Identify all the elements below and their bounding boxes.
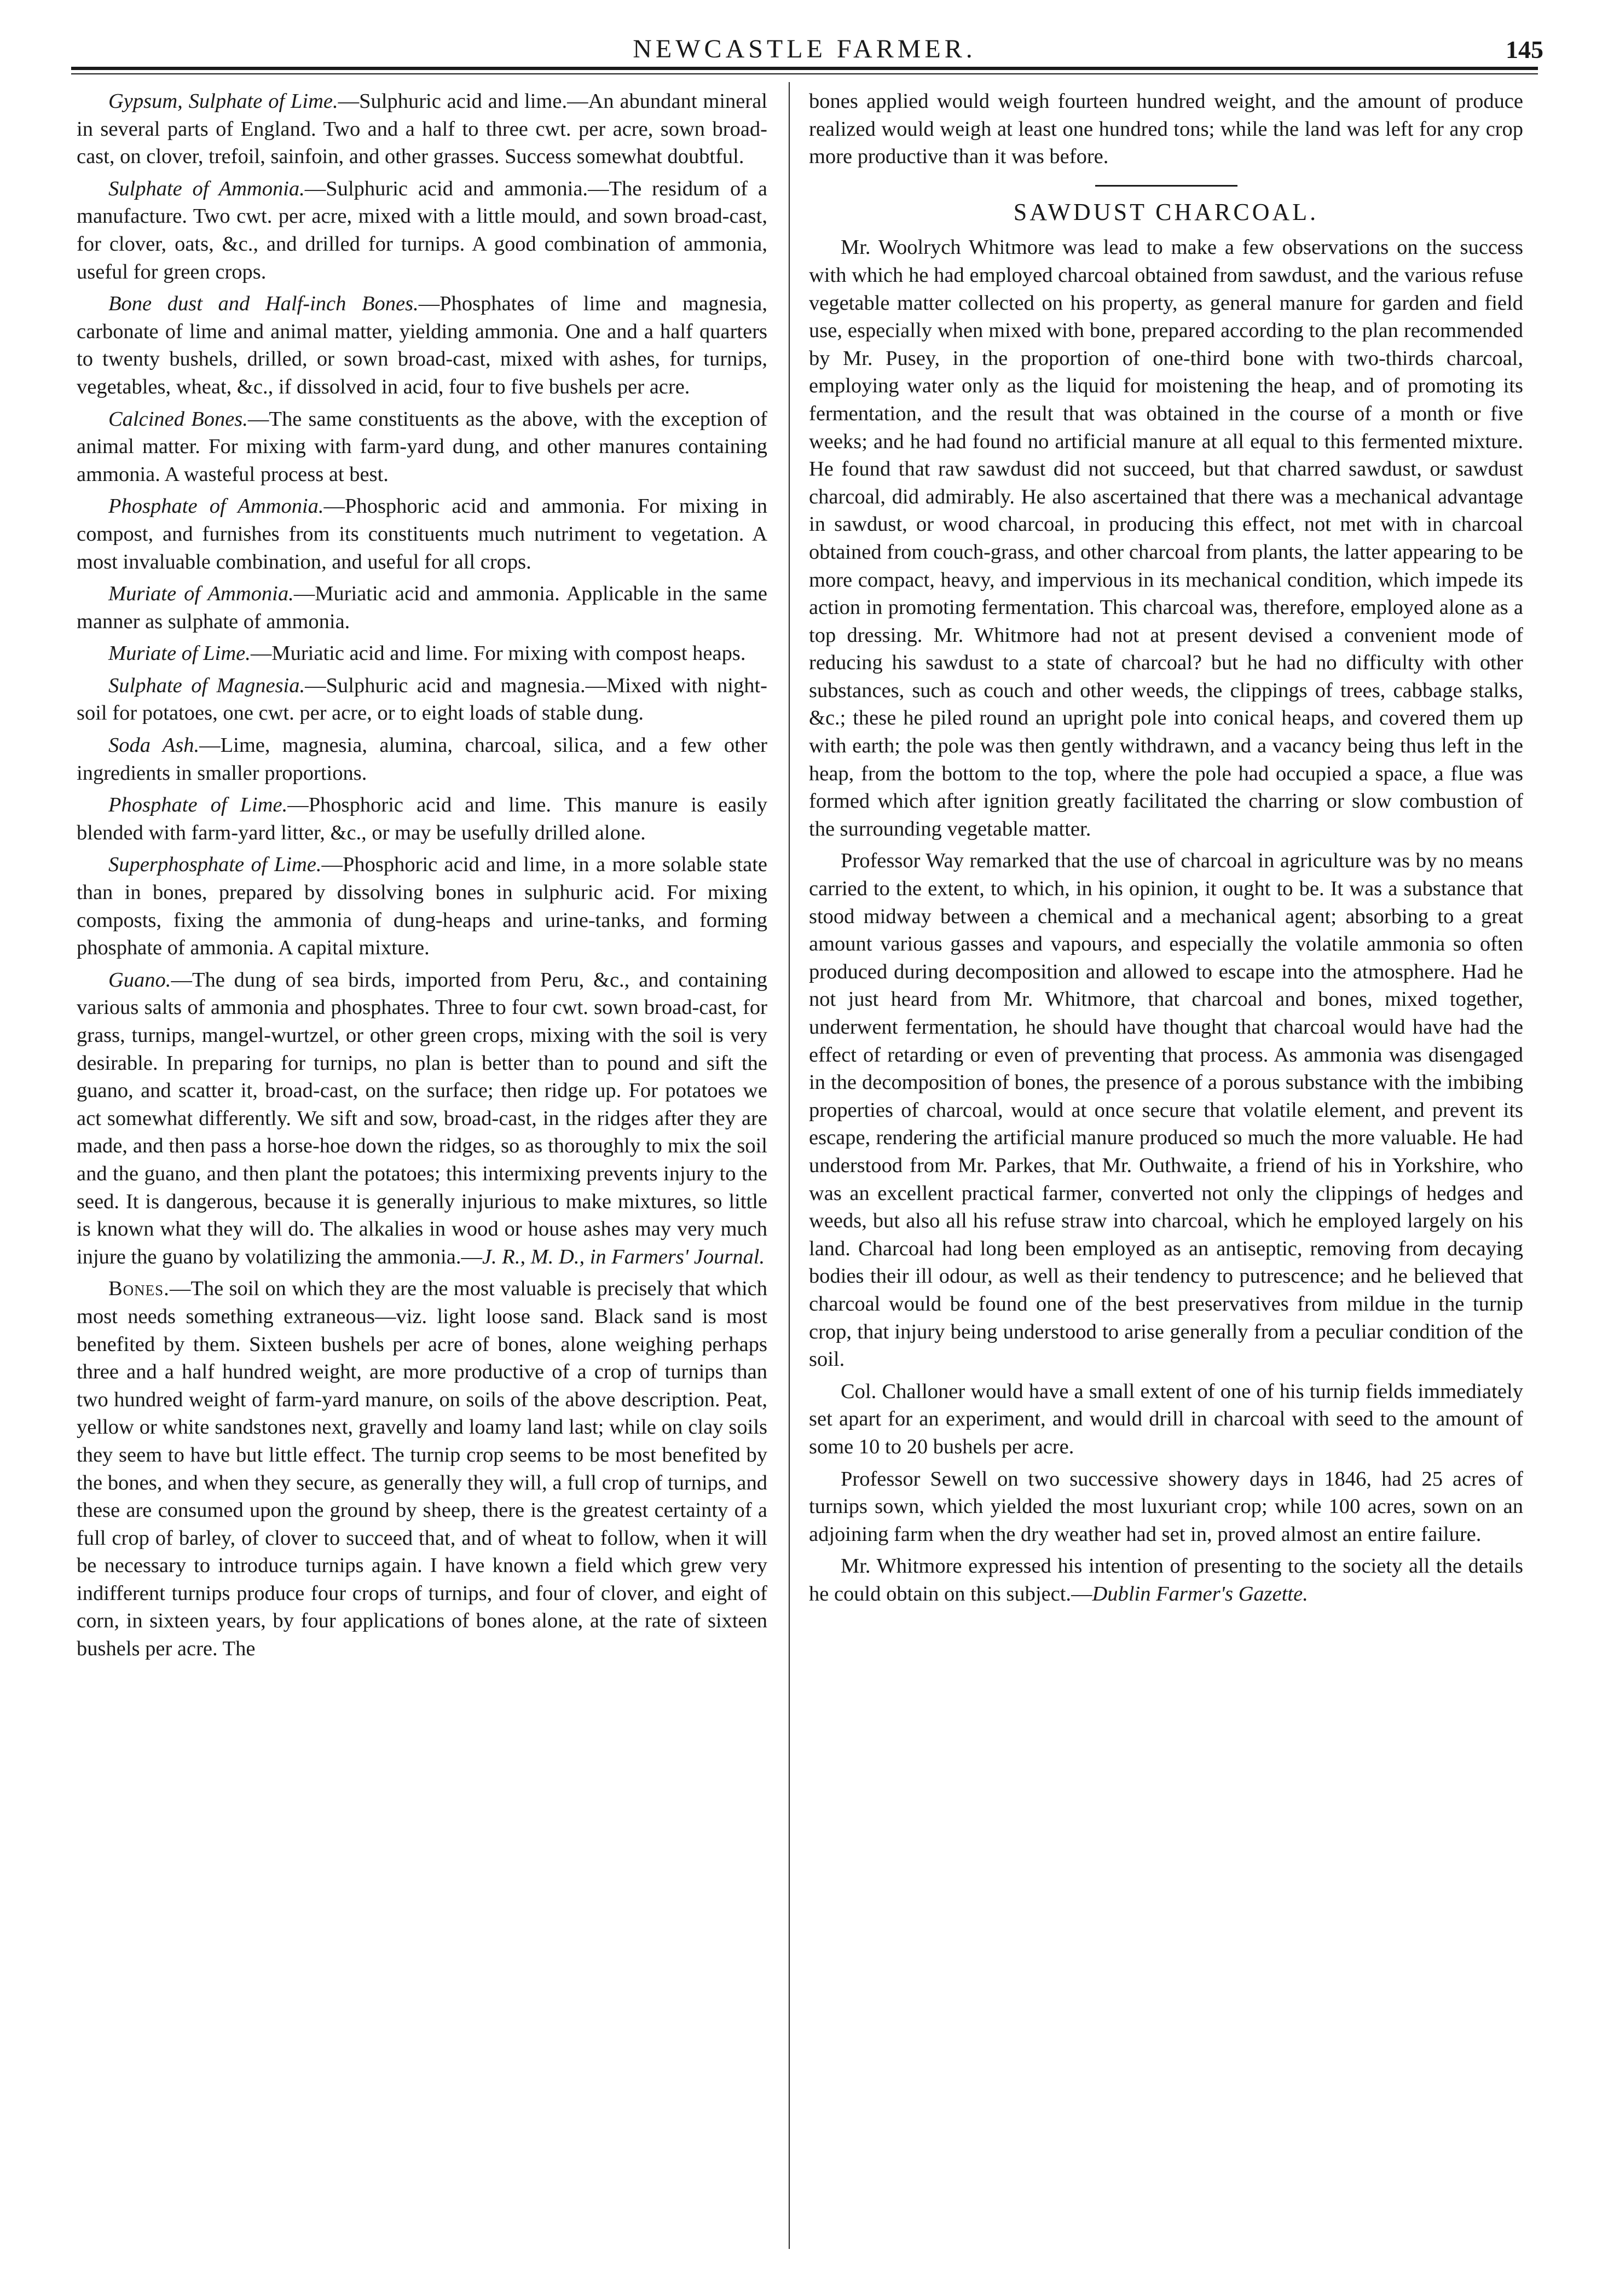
page-header: [66, 28, 1543, 78]
section-rule: [1095, 185, 1237, 187]
entry-term: Muriate of Ammonia.: [108, 582, 294, 606]
entry-source: J. R., M. D., in Farmers' Journal.: [482, 1245, 765, 1268]
entry-guano: [77, 966, 767, 1271]
entry-text: —Lime, magnesia, alumina, charcoal, silica, and a few other ingredients in smaller proportions.: [77, 734, 767, 785]
entry-bones: [77, 1275, 767, 1662]
entry-text: —Muriatic acid and lime. For mixing with compost heaps.: [250, 642, 746, 665]
left-column: [77, 88, 767, 2271]
paragraph-way: Professor Way remarked that the use of charcoal in agriculture was by no means carried to the extent, to which, in his opinion, it ought to be. It was a substance that stood midway between a chemical and a mechanical agent; absorbing to a great amount various gasses and vapours, and especially the volatile ammonia so often produced during decomposition and allowed to escape into the atmosphere. Had he not just heard from Mr. Whitmore, that charcoal and bones, mixed together, underwent fermentation, he should have thought that charcoal would have had the effect of retarding or even of preventing that process. As ammonia was disengaged in the decomposition of bones, the presence of a porous substance with the imbibing properties of charcoal, would at once secure that volatile element, and prevent its escape, rendering the artificial manure produced so much the more valuable. He had understood from Mr. Parkes, that Mr. Outhwaite, a friend of his in Yorkshire, who was an excellent practical farmer, converted not only the clippings of hedges and weeds, but also all his refuse straw into charcoal, which he employed largely on his land. Charcoal had long been employed as an antiseptic, removing from decaying bodies their ill odour, as well as their tendency to putrescence; and he believed that charcoal would be found one of the best preservatives from mildue in the turnip crop, that injury being understood to arise generally from a peculiar condition of the soil.: [809, 849, 1523, 1371]
column-divider: [789, 82, 790, 2249]
entry-text: —Phosphates of lime and magnesia, carbonate of lime and animal matter, yielding ammonia. One and a half quarters to twenty bushels, drilled, or sown broad-cast, mixed with ashes, for turnips, vegetables, wheat, &c., if dissolved in acid, four to five bushels per acre.: [77, 292, 767, 398]
entry-sulphate-magnesia: [77, 672, 767, 727]
entry-text: —Phosphoric acid and ammonia. For mixing in compost, and furnishes from its constituents much nutriment to vegetation. A most invaluable combination, and useful for all crops.: [77, 495, 767, 573]
entry-term: Bones.: [108, 1277, 170, 1301]
entry-gypsum: [77, 88, 767, 171]
entry-term: Soda Ash.: [108, 734, 200, 757]
entry-muriate-ammonia: [77, 580, 767, 635]
page-number: 145: [1506, 36, 1543, 63]
entry-superphosphate: [77, 851, 767, 961]
header-rule-thick: [71, 67, 1538, 70]
publication-title: NEWCASTLE FARMER.: [633, 34, 976, 63]
paragraph-whitmore-closing: [809, 1552, 1523, 1608]
bones-continuation: bones applied would weigh fourteen hundred weight, and the amount of produce realized would weigh at least one hundred tons; while the land was left for any crop more productive than it was before.: [809, 90, 1523, 169]
paragraph-text: Mr. Whitmore expressed his intention of presenting to the society all the details he could obtain on this subject.—: [809, 1555, 1523, 1605]
entry-term: Superphosphate of Lime.: [108, 853, 322, 877]
entry-bone-dust: [77, 290, 767, 401]
entry-phosphate-lime: [77, 791, 767, 846]
paragraph-whitmore: Mr. Woolrych Whitmore was lead to make a few observations on the success with which he had employed charcoal obtained from sawdust, and the various refuse vegetable matter collected on his property, as general manure for garden and field use, especially when mixed with bone, prepared according to the plan recommended by Mr. Pusey, in the proportion of one-third bone with two-thirds charcoal, employing water only as the liquid for moistening the heap, and of promoting its fermentation, and the result that was obtained in the course of a month or five weeks; and he had found no artificial manure at all equal to this fermented mixture. He found that raw sawdust did not succeed, but that charred sawdust, or sawdust charcoal, did admirably. He also ascertained that there was a mechanical advantage in sawdust, or wood charcoal, in producing this effect, not met with in charcoal obtained from couch-grass, and other charcoal from plants, the latter appearing to be more compact, heavy, and impervious in its mechanical condition, which impede its action in promoting fermentation. This charcoal was, therefore, employed alone as a top dressing. Mr. Whitmore had not at present devised a convenient mode of reducing his sawdust to a state of charcoal? but he had no difficulty with other substances, such as couch and other weeds, the clippings of trees, cabbage stalks, &c.; these he piled round an upright pole into conical heaps, and covered them up with earth; the pole was then gently withdrawn, and a vacancy being thus left in the heap, from the bottom to the top, where the pole had occupied a space, a flue was formed which after ignition greatly facilitated the charring or slow combustion of the surrounding vegetable matter.: [809, 236, 1523, 840]
entry-term: Muriate of Lime.: [108, 642, 251, 665]
entry-text: —Phosphoric acid and lime, in a more solable state than in bones, prepared by dissolving bones in sulphuric acid. For mixing composts, fixing the ammonia of dung-heaps and urine-tanks, and forming phosphate of ammonia. A capital mixture.: [77, 853, 767, 960]
entry-muriate-lime: [77, 640, 767, 668]
header-rule-thin: [71, 73, 1538, 74]
entry-term: Phosphate of Ammonia.: [108, 495, 324, 518]
entry-term: Calcined Bones.: [108, 407, 248, 431]
entry-text: —Sulphuric acid and ammonia.—The residum of a manufacture. Two cwt. per acre, mixed with a little mould, and sown broad-cast, for clover, oats, &c., and drilled for turnips. A good combination of ammonia, useful for green crops.: [77, 177, 767, 283]
entry-term: Phosphate of Lime.: [108, 793, 288, 817]
entry-calcined-bones: [77, 405, 767, 489]
entry-sulphate-ammonia: [77, 175, 767, 286]
entry-text: —Phosphoric acid and lime. This manure is easily blended with farm-yard litter, &c., or may be usefully drilled alone.: [77, 793, 767, 844]
entry-text: —The dung of sea birds, imported from Peru, &c., and containing various salts of ammonia and phosphates. Three to four cwt. sown broad-cast, for grass, turnips, mangel-wurtzel, or other green crops, mixing with the soil is very desirable. In preparing for turnips, no plan is better than to pound and sift the guano, and scatter it, broad-cast, on the surface; then ridge up. For potatoes we act somewhat differently. We sift and sow, broad-cast, in the ridges after they are made, and then pass a horse-hoe down the ridges, so as thoroughly to mix the soil and the guano, and then plant the potatoes; this intermixing prevents injury to the seed. It is dangerous, because it is generally injurious to make mixtures, so little is known what they will do. The alkalies in wood or house ashes may very much injure the guano by volatilizing the ammonia.—: [77, 968, 767, 1268]
paragraph-sewell: Professor Sewell on two successive showery days in 1846, had 25 acres of turnips sown, which yielded the most luxuriant crop; while 100 acres, sown on an adjoining farm when the dry weather had set in, proved almost an entire failure.: [809, 1467, 1523, 1546]
entry-text: —Sulphuric acid and lime.—An abundant mineral in several parts of England. Two and a half to three cwt. per acre, sown broad-cast, on clover, trefoil, sainfoin, and other grasses. Success somewhat doubtful.: [77, 90, 767, 169]
entry-term: Bone dust and Half-inch Bones.: [108, 292, 419, 316]
right-column: [809, 88, 1523, 2271]
paragraph-challoner: Col. Challoner would have a small extent of one of his turnip fields immediately set apart for an experiment, and would drill in charcoal with seed to the amount of some 10 to 20 bushels per acre.: [809, 1379, 1523, 1458]
entry-soda-ash: [77, 732, 767, 787]
entry-text: —The same constituents as the above, with the exception of animal matter. For mixing with farm-yard dung, and other manures containing ammonia. A wasteful process at best.: [77, 407, 767, 486]
entry-term: Guano.: [108, 968, 171, 992]
entry-text: —Sulphuric acid and magnesia.—Mixed with night-soil for potatoes, one cwt. per acre, or to eight loads of stable dung.: [77, 674, 767, 725]
entry-text: —The soil on which they are the most valuable is precisely that which most needs something extraneous—viz. light loose sand. Black sand is most benefited by them. Sixteen bushels per acre of bones, alone weighing perhaps three and a half hundred weight, are more productive of a crop of turnips than two hundred weight of farm-yard manure, on soils of the above description. Peat, yellow or white sandstones next, gravelly and loamy land last; while on clay soils they seem to have but little effect. The turnip crop seems to be most benefited by the bones, and when they secure, as generally they will, a full crop of turnips, and these are consumed upon the ground by sheep, there is the greatest certainty of a full crop of barley, of clover to succeed that, and of wheat to follow, when it will be necessary to introduce turnips again. I have known a field which grew very indifferent turnips produce four crops of turnips, and four of clover, and eight of corn, in sixteen years, by four applications of bones alone, at the rate of sixteen bushels per acre. The: [77, 1277, 767, 1661]
entry-term: Gypsum, Sulphate of Lime.: [108, 90, 338, 113]
entry-term: Sulphate of Ammonia.: [108, 177, 305, 200]
entry-text: —Muriatic acid and ammonia. Applicable in the same manner as sulphate of ammonia.: [77, 582, 767, 633]
paragraph-source: Dublin Farmer's Gazette.: [1092, 1582, 1308, 1605]
section-title: SAWDUST CHARCOAL.: [1013, 198, 1319, 225]
entry-phosphate-ammonia: [77, 492, 767, 576]
entry-term: Sulphate of Magnesia.: [108, 674, 305, 697]
